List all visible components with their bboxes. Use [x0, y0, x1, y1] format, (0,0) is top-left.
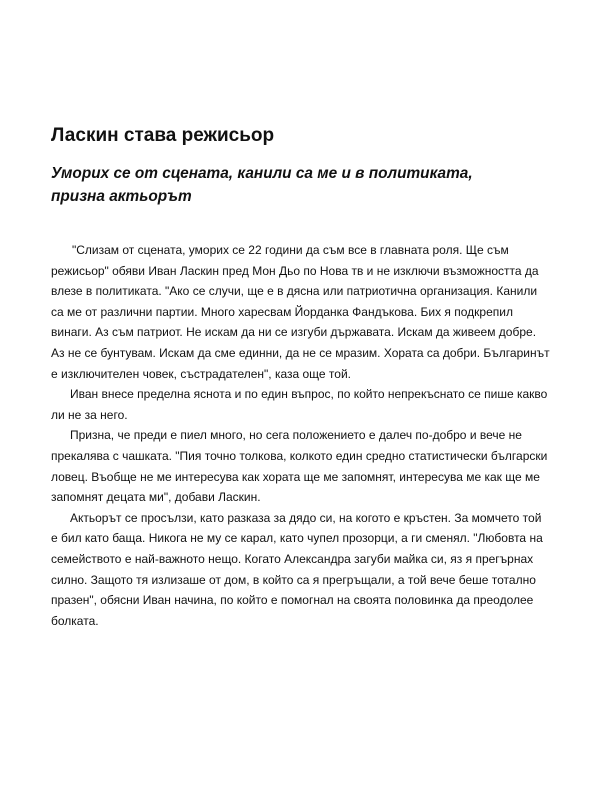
article-paragraph: Призна, че преди е пиел много, но сега положението е далеч по-добро и вече не прекалява с чашката. "Пия точно толкова, колкото един средно статистически български ловец. Въобще не ме интересува как хората ще ме запомнят, интересува ме как ще ме запомнят децата ми", добави Ласкин. — [51, 428, 548, 505]
article-paragraph: "Слизам от сцената, уморих се 22 години да съм все в главната роля. Ще съм режисьор" обяви Иван Ласкин пред Мон Дьо по Нова тв и не изключи възможността да влезе в политиката. "Ако се случи, ще е в дясна или патриотична организация. Канили са ме от различни партии. Много харесвам Йорданка Фандъкова. Бих я подкрепил винаги. Аз съм патриот. Не искам да ни се изгуби държавата. Искам да живеем добре. Аз не се бунтувам. Искам да сме единни, да не се мразим. Хората са добри. Българинът е изключителен човек, състрадателен", каза още той. — [51, 243, 550, 381]
article-paragraph: Актьорът се просълзи, като разказа за дядо си, на когото е кръстен. За момчето той е бил като баща. Никога не му се карал, като чупел прозорци, а ги сменял. "Любовта на семейството е най-важното нещо. Когато Александра загуби майка си, яз я прегърнах силно. Защото тя излизаше от дом, в който са я прегръщали, а той вече беше тотално празен", обясни Иван начина, по който е помогнал на своята половинка да преодолее болката. — [51, 510, 543, 628]
article-title: Ласкин става режисьор — [51, 125, 275, 146]
article-body — [51, 240, 551, 631]
article-paragraph: Иван внесе пределна яснота и по един въпрос, по който непрекъснато се пише какво ли не за него. — [51, 387, 548, 422]
article-subtitle: Уморих се от сцената, канили са ме и в политиката, призна актьорът — [51, 165, 473, 205]
